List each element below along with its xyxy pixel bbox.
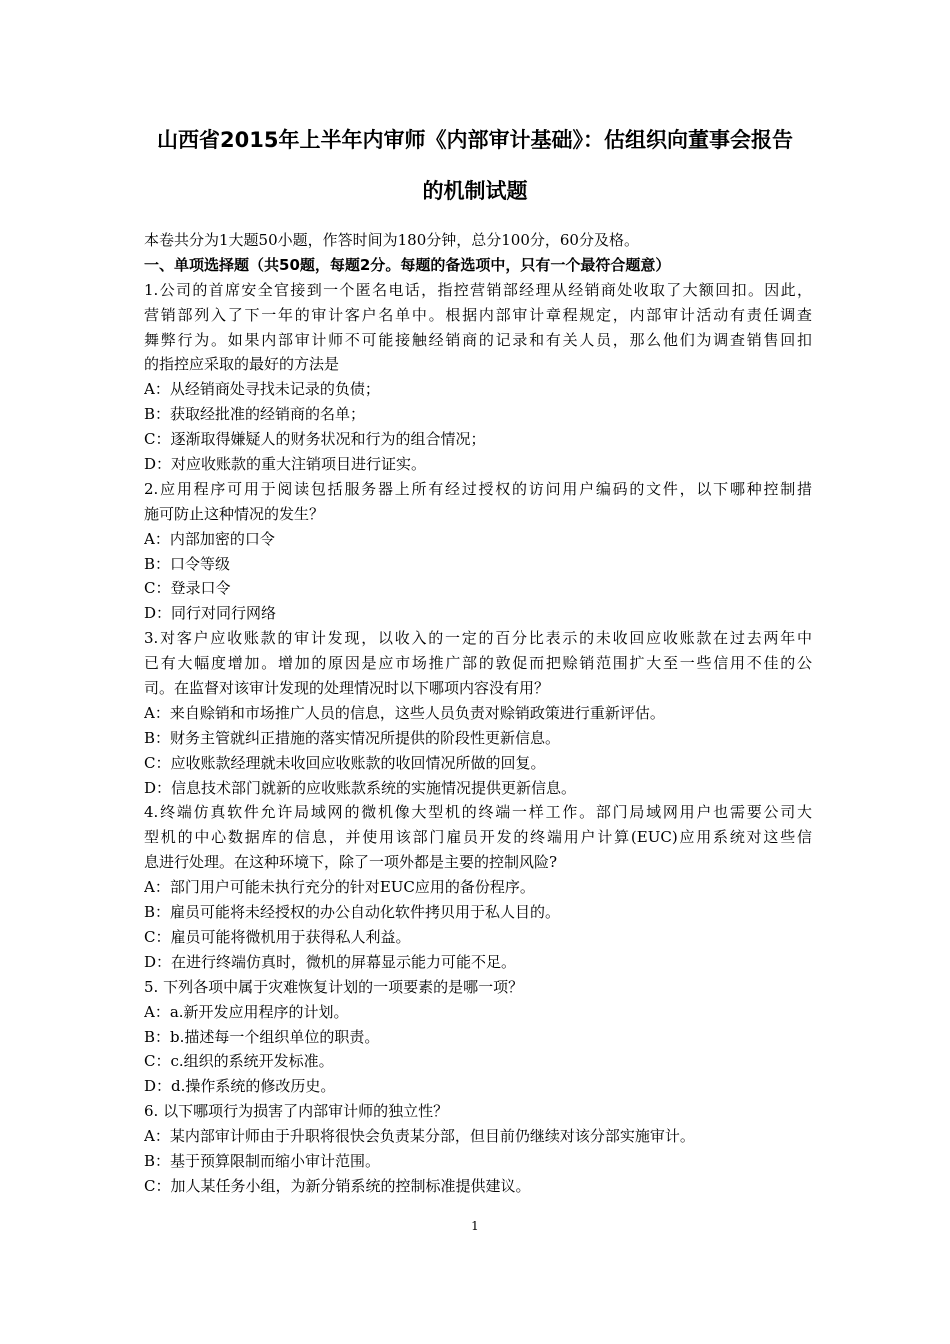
document-body — [144, 228, 812, 1199]
question-1-option-c: C：逐渐取得嫌疑人的财务状况和行为的组合情况； — [144, 430, 486, 449]
question-2-option-c: C：登录口令 — [144, 579, 231, 598]
question-1-text: 营销部列入了下一年的审计客户名单中。根据内部审计章程规定，内部审计活动有责任调查 — [144, 305, 812, 324]
question-2-text: 施可防止这种情况的发生？ — [144, 504, 325, 523]
question-4-option-a: A：部门用户可能未执行充分的针对EUC应用的备份程序。 — [144, 878, 535, 897]
question-4-text: 型机的中心数据库的信息，并使用该部门雇员开发的终端用户计算(EUC)应用系统对这些信 — [144, 828, 812, 847]
question-5-option-a: A：a.新开发应用程序的计划。 — [144, 1002, 349, 1021]
question-1-text: 舞弊行为。如果内部审计师不可能接触经销商的记录和有关人员，那么他们为调查销售回扣 — [144, 330, 812, 349]
question-2-text: 2.应用程序可用于阅读包括服务器上所有经过授权的访问用户编码的文件，以下哪种控制措 — [144, 479, 812, 498]
question-2-option-d: D：同行对同行网络 — [144, 604, 277, 623]
question-5-option-c: C：c.组织的系统开发标准。 — [144, 1052, 334, 1071]
question-4-option-c: C：雇员可能将微机用于获得私人利益。 — [144, 927, 411, 946]
question-5-text: 5. 下列各项中属于灾难恢复计划的一项要素的是哪一项？ — [144, 977, 524, 996]
question-3-text: 已有大幅度增加。增加的原因是应市场推广部的敦促而把赊销范围扩大至一些信用不佳的公 — [144, 654, 812, 673]
question-6-option-c: C：加人某任务小组，为新分销系统的控制标准提供建议。 — [144, 1176, 531, 1195]
question-3-text: 司。在监督对该审计发现的处理情况时以下哪项内容没有用？ — [144, 679, 550, 698]
section-heading: 一、单项选择题（共50题，每题2分。每题的备选项中，只有一个最符合题意） — [144, 255, 671, 274]
question-2-option-b: B：口令等级 — [144, 554, 231, 573]
question-2-option-a: A：内部加密的口令 — [144, 529, 275, 548]
question-3-option-a: A：来自赊销和市场推广人员的信息，这些人员负责对赊销政策进行重新评估。 — [144, 703, 665, 722]
exam-intro: 本卷共分为1大题50小题，作答时间为180分钟，总分100分，60分及格。 — [144, 231, 639, 249]
question-1-option-d: D：对应收账款的重大注销项目进行证实。 — [144, 455, 427, 474]
question-1-text: 的指控应采取的最好的方法是 — [144, 355, 340, 374]
question-4-option-d: D：在进行终端仿真时，微机的屏幕显示能力可能不足。 — [144, 952, 517, 971]
question-4-text: 4.终端仿真软件允许局域网的微机像大型机的终端一样工作。部门局域网用户也需要公司大 — [144, 803, 812, 822]
question-6-option-a: A：某内部审计师由于升职将很快会负责某分部，但目前仍继续对该分部实施审计。 — [144, 1127, 695, 1146]
question-5-option-d: D：d.操作系统的修改历史。 — [144, 1077, 336, 1096]
document-title-line-2: 的机制试题 — [422, 179, 528, 203]
question-4-option-b: B：雇员可能将未经授权的办公自动化软件拷贝用于私人目的。 — [144, 903, 561, 922]
question-4-text: 息进行处理。在这种环境下，除了一项外都是主要的控制风险? — [144, 853, 558, 872]
question-6-text: 6. 以下哪项行为损害了内部审计师的独立性？ — [144, 1102, 449, 1121]
question-1-option-a: A：从经销商处寻找未记录的负债； — [144, 380, 380, 399]
page-number: 1 — [471, 1219, 479, 1233]
document-title-line-1: 山西省2015年上半年内审师《内部审计基础》：估组织向董事会报告 — [157, 128, 793, 152]
question-6-option-b: B：基于预算限制而缩小审计范围。 — [144, 1151, 381, 1170]
question-3-option-b: B：财务主管就纠正措施的落实情况所提供的阶段性更新信息。 — [144, 728, 561, 747]
question-3-text: 3.对客户应收账款的审计发现，以收入的一定的百分比表示的未收回应收账款在过去两年中 — [144, 629, 812, 648]
question-5-option-b: B：b.描述每一个组织单位的职责。 — [144, 1027, 380, 1046]
question-1-text: 1.公司的首席安全官接到一个匿名电话，指控营销部经理从经销商处收取了大额回扣。因此， — [144, 280, 812, 299]
question-3-option-c: C：应收账款经理就未收回应收账款的收回情况所做的回复。 — [144, 753, 546, 772]
question-3-option-d: D：信息技术部门就新的应收账款系统的实施情况提供更新信息。 — [144, 778, 577, 797]
question-1-option-b: B：获取经批准的经销商的名单； — [144, 405, 366, 424]
